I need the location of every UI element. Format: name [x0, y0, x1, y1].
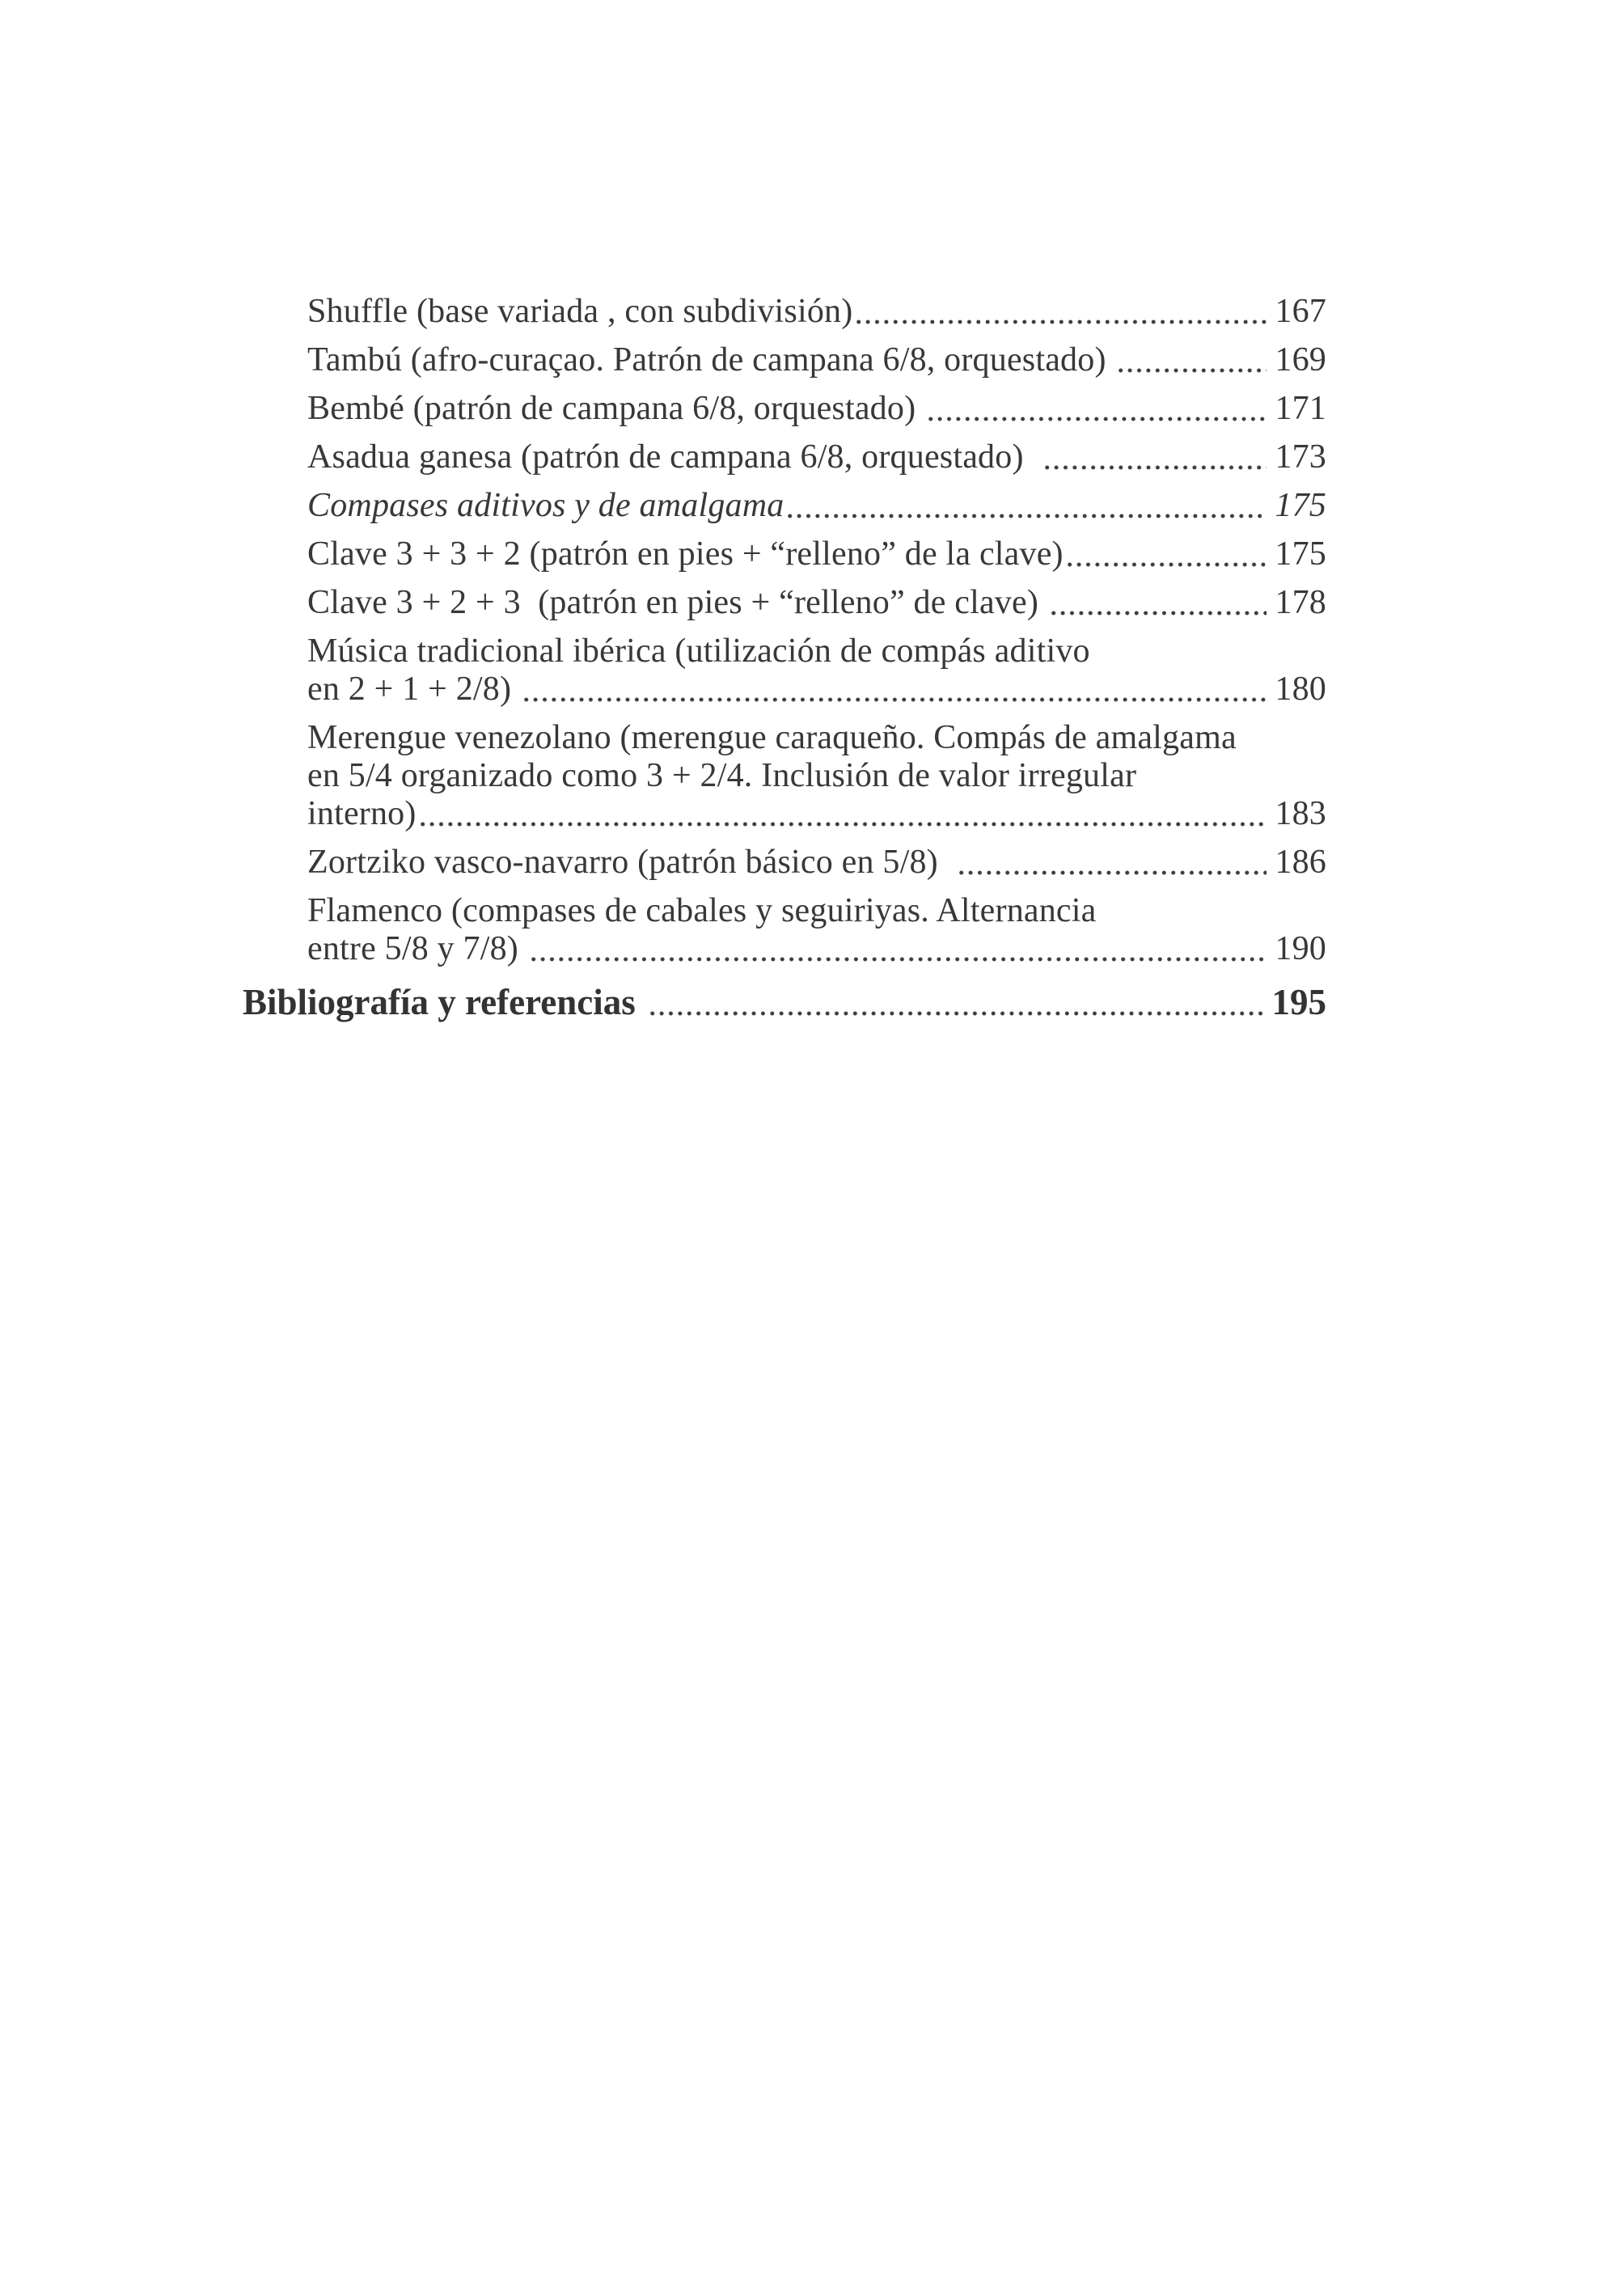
toc-entry-line	[307, 293, 1326, 331]
dot-leader	[1065, 535, 1267, 573]
toc-entry-line	[307, 671, 1326, 709]
toc-entry-text: Asadua ganesa (patrón de campana 6/8, orquestado)	[307, 438, 1042, 476]
toc-entry-text: Tambú (afro-curaçao. Patrón de campana 6/8, orquestado)	[307, 341, 1115, 379]
toc-entry-line	[307, 795, 1326, 833]
toc-entry-line	[307, 438, 1326, 476]
toc-entry-line	[307, 341, 1326, 379]
toc-entry-line	[307, 487, 1326, 525]
page-number: 190	[1275, 930, 1326, 967]
page-number: 175	[1275, 535, 1326, 573]
toc-entry-text: Compases aditivos y de amalgama	[307, 487, 785, 524]
page-number: 186	[1275, 844, 1326, 881]
dot-leader	[418, 795, 1267, 833]
toc-entry-text: Zortziko vasco-navarro (patrón básico en 5/8)	[307, 844, 956, 881]
toc-entry-line	[307, 757, 1326, 795]
toc-entry-line	[307, 844, 1326, 882]
toc-entry-line	[307, 535, 1326, 573]
page-number: 167	[1275, 293, 1326, 330]
toc-entry-text: Shuffle (base variada , con subdivisión)	[307, 293, 853, 330]
toc-entry	[243, 487, 1326, 525]
toc-entry	[243, 719, 1326, 833]
dot-leader	[854, 293, 1267, 331]
toc-entry-text: Bembé (patrón de campana 6/8, orquestado)	[307, 390, 924, 427]
dot-leader	[1042, 438, 1267, 476]
table-of-contents	[243, 293, 1326, 1023]
toc-entry-bibliography	[243, 981, 1326, 1023]
page-number: 180	[1275, 671, 1326, 708]
toc-entry-line	[307, 930, 1326, 968]
toc-entry	[243, 632, 1326, 709]
toc-entry-line	[307, 390, 1326, 428]
toc-entry	[243, 892, 1326, 968]
page-number: 178	[1275, 584, 1326, 621]
page-number: 183	[1275, 795, 1326, 832]
page-number: 175	[1275, 487, 1326, 524]
toc-entry	[243, 584, 1326, 622]
toc-entry-text: Merengue venezolano (merengue caraqueño. Compás de amalgama	[307, 719, 1237, 756]
toc-entry-text: en 5/4 organizado como 3 + 2/4. Inclusión de valor irregular	[307, 757, 1137, 794]
page-number: 173	[1275, 438, 1326, 476]
page-number: 171	[1275, 390, 1326, 427]
dot-leader	[1116, 341, 1267, 379]
toc-entry	[243, 438, 1326, 476]
toc-entry-text: interno)	[307, 795, 417, 832]
toc-entry	[243, 844, 1326, 882]
dot-leader	[957, 844, 1267, 882]
dot-leader	[926, 390, 1267, 428]
toc-entry	[243, 341, 1326, 379]
page-number: 169	[1275, 341, 1326, 379]
dot-leader	[648, 981, 1267, 1023]
toc-entry	[243, 293, 1326, 331]
dot-leader	[785, 487, 1267, 525]
toc-entry-list	[243, 293, 1326, 968]
toc-entry-line	[307, 892, 1326, 930]
bibliography-label: Bibliografía y referencias	[243, 982, 645, 1022]
toc-entry-text: Flamenco (compases de cabales y seguiriyas. Alternancia	[307, 892, 1097, 929]
toc-entry-line	[307, 719, 1326, 757]
toc-entry-text: Clave 3 + 3 + 2 (patrón en pies + “relleno” de la clave)	[307, 535, 1064, 573]
toc-entry-line	[307, 584, 1326, 622]
toc-entry	[243, 390, 1326, 428]
toc-entry-text: Clave 3 + 2 + 3 (patrón en pies + “relleno” de clave)	[307, 584, 1047, 621]
dot-leader	[522, 671, 1267, 709]
toc-entry-text: entre 5/8 y 7/8)	[307, 930, 527, 967]
dot-leader	[529, 930, 1267, 968]
page-number: 195	[1271, 982, 1326, 1022]
toc-entry-line	[307, 632, 1326, 671]
toc-entry	[243, 535, 1326, 573]
toc-entry-text: Música tradicional ibérica (utilización de compás aditivo	[307, 632, 1090, 670]
toc-entry-text: en 2 + 1 + 2/8)	[307, 671, 520, 708]
dot-leader	[1049, 584, 1267, 622]
